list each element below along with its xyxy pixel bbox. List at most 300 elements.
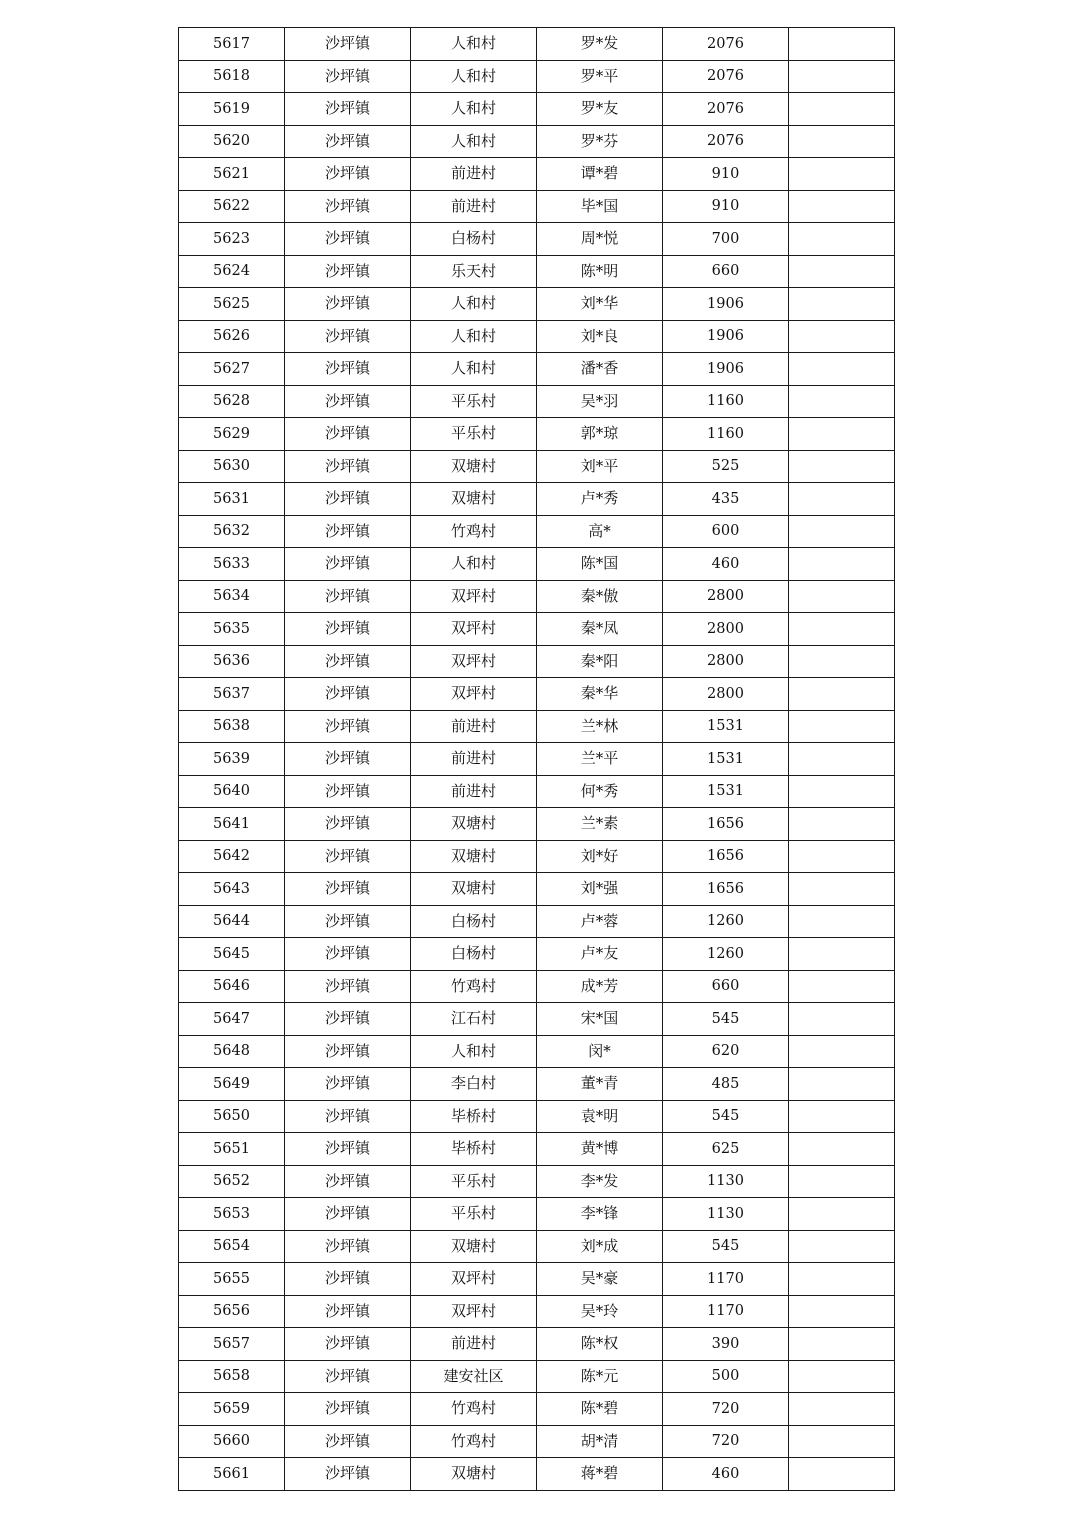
cell-amount: 485 [663,1068,789,1101]
cell-town: 沙坪镇 [285,580,411,613]
cell-amount: 1531 [663,743,789,776]
table-row [179,548,895,581]
table-row [179,450,895,483]
cell-amount: 460 [663,1458,789,1491]
cell-serial-number: 5655 [179,1263,285,1296]
cell-person-name: 袁*明 [537,1100,663,1133]
table-row [179,1230,895,1263]
cell-village: 毕桥村 [411,1133,537,1166]
cell-amount: 525 [663,450,789,483]
cell-town: 沙坪镇 [285,60,411,93]
cell-serial-number: 5649 [179,1068,285,1101]
cell-village: 双坪村 [411,613,537,646]
cell-amount: 1906 [663,353,789,386]
cell-note [789,905,895,938]
cell-village: 双坪村 [411,645,537,678]
cell-note [789,60,895,93]
cell-person-name: 陈*权 [537,1328,663,1361]
cell-person-name: 兰*林 [537,710,663,743]
cell-person-name: 董*青 [537,1068,663,1101]
cell-serial-number: 5626 [179,320,285,353]
records-table [178,27,895,1491]
cell-serial-number: 5651 [179,1133,285,1166]
cell-note [789,1263,895,1296]
cell-note [789,1295,895,1328]
cell-person-name: 兰*素 [537,808,663,841]
cell-town: 沙坪镇 [285,1100,411,1133]
cell-note [789,548,895,581]
cell-village: 前进村 [411,743,537,776]
cell-town: 沙坪镇 [285,678,411,711]
cell-note [789,450,895,483]
cell-person-name: 闵* [537,1035,663,1068]
cell-amount: 500 [663,1360,789,1393]
cell-village: 前进村 [411,190,537,223]
cell-town: 沙坪镇 [285,255,411,288]
cell-village: 双坪村 [411,1295,537,1328]
cell-person-name: 毕*国 [537,190,663,223]
cell-town: 沙坪镇 [285,1328,411,1361]
cell-person-name: 何*秀 [537,775,663,808]
cell-town: 沙坪镇 [285,938,411,971]
table-row [179,775,895,808]
table-row [179,28,895,61]
cell-serial-number: 5637 [179,678,285,711]
cell-amount: 1130 [663,1165,789,1198]
table-row [179,613,895,646]
cell-town: 沙坪镇 [285,1068,411,1101]
cell-village: 乐天村 [411,255,537,288]
cell-town: 沙坪镇 [285,1458,411,1491]
table-row [179,60,895,93]
cell-amount: 620 [663,1035,789,1068]
table-row [179,190,895,223]
cell-town: 沙坪镇 [285,710,411,743]
cell-person-name: 吴*豪 [537,1263,663,1296]
table-row [179,125,895,158]
cell-person-name: 刘*平 [537,450,663,483]
cell-note [789,1458,895,1491]
cell-person-name: 刘*好 [537,840,663,873]
table-row [179,1360,895,1393]
cell-town: 沙坪镇 [285,1393,411,1426]
cell-serial-number: 5642 [179,840,285,873]
cell-amount: 1170 [663,1295,789,1328]
cell-note [789,1165,895,1198]
cell-serial-number: 5625 [179,288,285,321]
table-row [179,1263,895,1296]
cell-person-name: 秦*傲 [537,580,663,613]
cell-person-name: 谭*碧 [537,158,663,191]
cell-person-name: 秦*华 [537,678,663,711]
cell-amount: 660 [663,970,789,1003]
table-row [179,353,895,386]
cell-amount: 910 [663,190,789,223]
cell-amount: 1531 [663,710,789,743]
cell-village: 平乐村 [411,418,537,451]
cell-serial-number: 5644 [179,905,285,938]
cell-person-name: 刘*华 [537,288,663,321]
cell-serial-number: 5627 [179,353,285,386]
cell-person-name: 高* [537,515,663,548]
cell-serial-number: 5657 [179,1328,285,1361]
cell-serial-number: 5620 [179,125,285,158]
table-row [179,1393,895,1426]
cell-serial-number: 5631 [179,483,285,516]
table-row [179,93,895,126]
cell-note [789,1100,895,1133]
cell-village: 双塘村 [411,840,537,873]
cell-person-name: 刘*成 [537,1230,663,1263]
cell-person-name: 兰*平 [537,743,663,776]
table-row [179,1035,895,1068]
table-row [179,288,895,321]
cell-village: 平乐村 [411,1165,537,1198]
cell-note [789,678,895,711]
table-row [179,385,895,418]
records-table-body [179,28,895,1491]
cell-town: 沙坪镇 [285,190,411,223]
cell-person-name: 刘*良 [537,320,663,353]
cell-amount: 1130 [663,1198,789,1231]
cell-village: 双塘村 [411,873,537,906]
table-row [179,938,895,971]
cell-amount: 2800 [663,678,789,711]
cell-town: 沙坪镇 [285,1165,411,1198]
cell-serial-number: 5640 [179,775,285,808]
cell-amount: 1656 [663,808,789,841]
cell-note [789,613,895,646]
cell-note [789,1230,895,1263]
cell-person-name: 罗*芬 [537,125,663,158]
cell-note [789,515,895,548]
cell-serial-number: 5623 [179,223,285,256]
cell-amount: 1260 [663,905,789,938]
table-row [179,158,895,191]
cell-village: 人和村 [411,28,537,61]
cell-note [789,158,895,191]
cell-serial-number: 5634 [179,580,285,613]
cell-village: 双塘村 [411,450,537,483]
cell-note [789,255,895,288]
cell-village: 人和村 [411,93,537,126]
cell-serial-number: 5641 [179,808,285,841]
cell-village: 前进村 [411,710,537,743]
cell-town: 沙坪镇 [285,93,411,126]
cell-note [789,645,895,678]
table-row [179,645,895,678]
cell-serial-number: 5636 [179,645,285,678]
cell-person-name: 郭*琼 [537,418,663,451]
cell-village: 建安社区 [411,1360,537,1393]
cell-person-name: 秦*阳 [537,645,663,678]
cell-amount: 1656 [663,873,789,906]
cell-town: 沙坪镇 [285,808,411,841]
table-row [179,678,895,711]
cell-amount: 2076 [663,125,789,158]
cell-village: 双塘村 [411,808,537,841]
cell-note [789,1328,895,1361]
cell-town: 沙坪镇 [285,905,411,938]
cell-amount: 1906 [663,288,789,321]
table-row [179,483,895,516]
cell-village: 平乐村 [411,385,537,418]
cell-amount: 2076 [663,28,789,61]
cell-person-name: 陈*元 [537,1360,663,1393]
cell-note [789,288,895,321]
cell-village: 双塘村 [411,1230,537,1263]
cell-amount: 1260 [663,938,789,971]
cell-village: 白杨村 [411,938,537,971]
cell-note [789,190,895,223]
cell-note [789,93,895,126]
table-row [179,710,895,743]
cell-town: 沙坪镇 [285,320,411,353]
cell-note [789,28,895,61]
cell-village: 人和村 [411,125,537,158]
cell-town: 沙坪镇 [285,1198,411,1231]
cell-village: 平乐村 [411,1198,537,1231]
cell-amount: 435 [663,483,789,516]
cell-person-name: 刘*强 [537,873,663,906]
table-row [179,970,895,1003]
table-row [179,1100,895,1133]
cell-village: 人和村 [411,1035,537,1068]
cell-note [789,1198,895,1231]
cell-village: 人和村 [411,320,537,353]
cell-village: 人和村 [411,60,537,93]
cell-town: 沙坪镇 [285,645,411,678]
cell-amount: 390 [663,1328,789,1361]
table-row [179,840,895,873]
cell-note [789,483,895,516]
table-row [179,1295,895,1328]
cell-amount: 460 [663,548,789,581]
cell-note [789,1393,895,1426]
cell-amount: 700 [663,223,789,256]
cell-serial-number: 5619 [179,93,285,126]
cell-serial-number: 5659 [179,1393,285,1426]
cell-person-name: 宋*国 [537,1003,663,1036]
cell-serial-number: 5643 [179,873,285,906]
cell-town: 沙坪镇 [285,1425,411,1458]
cell-serial-number: 5618 [179,60,285,93]
table-row [179,873,895,906]
cell-town: 沙坪镇 [285,743,411,776]
cell-village: 双坪村 [411,580,537,613]
cell-person-name: 卢*蓉 [537,905,663,938]
cell-village: 竹鸡村 [411,970,537,1003]
cell-village: 双坪村 [411,678,537,711]
table-row [179,905,895,938]
cell-serial-number: 5646 [179,970,285,1003]
cell-serial-number: 5650 [179,1100,285,1133]
table-row [179,1165,895,1198]
cell-amount: 660 [663,255,789,288]
table-row [179,1068,895,1101]
cell-serial-number: 5617 [179,28,285,61]
table-row [179,1458,895,1491]
cell-amount: 1906 [663,320,789,353]
cell-serial-number: 5622 [179,190,285,223]
cell-amount: 545 [663,1230,789,1263]
cell-village: 竹鸡村 [411,1393,537,1426]
cell-serial-number: 5633 [179,548,285,581]
cell-village: 江石村 [411,1003,537,1036]
cell-town: 沙坪镇 [285,288,411,321]
cell-serial-number: 5635 [179,613,285,646]
cell-note [789,353,895,386]
cell-serial-number: 5654 [179,1230,285,1263]
cell-amount: 1160 [663,418,789,451]
cell-serial-number: 5658 [179,1360,285,1393]
cell-amount: 720 [663,1425,789,1458]
cell-amount: 600 [663,515,789,548]
cell-note [789,873,895,906]
cell-note [789,808,895,841]
cell-village: 前进村 [411,775,537,808]
cell-town: 沙坪镇 [285,28,411,61]
cell-serial-number: 5661 [179,1458,285,1491]
cell-serial-number: 5638 [179,710,285,743]
cell-amount: 1170 [663,1263,789,1296]
cell-town: 沙坪镇 [285,1263,411,1296]
cell-town: 沙坪镇 [285,970,411,1003]
cell-village: 人和村 [411,548,537,581]
cell-village: 前进村 [411,158,537,191]
cell-amount: 545 [663,1003,789,1036]
cell-person-name: 李*锋 [537,1198,663,1231]
cell-serial-number: 5648 [179,1035,285,1068]
cell-amount: 2800 [663,645,789,678]
table-row [179,515,895,548]
table-row [179,1003,895,1036]
cell-town: 沙坪镇 [285,450,411,483]
cell-note [789,1133,895,1166]
cell-person-name: 周*悦 [537,223,663,256]
cell-town: 沙坪镇 [285,515,411,548]
cell-town: 沙坪镇 [285,223,411,256]
table-row [179,1198,895,1231]
cell-note [789,1360,895,1393]
cell-serial-number: 5653 [179,1198,285,1231]
table-row [179,1328,895,1361]
cell-person-name: 胡*清 [537,1425,663,1458]
cell-village: 李白村 [411,1068,537,1101]
cell-note [789,125,895,158]
cell-village: 人和村 [411,288,537,321]
cell-village: 白杨村 [411,905,537,938]
cell-amount: 1656 [663,840,789,873]
cell-amount: 1160 [663,385,789,418]
cell-note [789,775,895,808]
cell-serial-number: 5656 [179,1295,285,1328]
cell-town: 沙坪镇 [285,1295,411,1328]
cell-note [789,743,895,776]
cell-note [789,1425,895,1458]
cell-note [789,418,895,451]
cell-person-name: 卢*秀 [537,483,663,516]
cell-amount: 2800 [663,580,789,613]
cell-person-name: 黄*博 [537,1133,663,1166]
cell-amount: 2076 [663,93,789,126]
cell-serial-number: 5629 [179,418,285,451]
cell-town: 沙坪镇 [285,873,411,906]
table-row [179,743,895,776]
cell-village: 毕桥村 [411,1100,537,1133]
cell-person-name: 罗*平 [537,60,663,93]
cell-person-name: 李*发 [537,1165,663,1198]
cell-person-name: 罗*发 [537,28,663,61]
cell-town: 沙坪镇 [285,1003,411,1036]
cell-note [789,970,895,1003]
table-row [179,808,895,841]
cell-note [789,1068,895,1101]
table-row [179,1425,895,1458]
cell-person-name: 潘*香 [537,353,663,386]
cell-serial-number: 5639 [179,743,285,776]
cell-person-name: 秦*凤 [537,613,663,646]
cell-note [789,223,895,256]
cell-town: 沙坪镇 [285,1230,411,1263]
cell-town: 沙坪镇 [285,1360,411,1393]
cell-note [789,320,895,353]
cell-amount: 2800 [663,613,789,646]
table-row [179,223,895,256]
cell-person-name: 蒋*碧 [537,1458,663,1491]
cell-person-name: 陈*明 [537,255,663,288]
cell-serial-number: 5628 [179,385,285,418]
cell-person-name: 吴*玲 [537,1295,663,1328]
table-row [179,255,895,288]
cell-amount: 545 [663,1100,789,1133]
cell-note [789,710,895,743]
cell-note [789,1035,895,1068]
cell-serial-number: 5645 [179,938,285,971]
cell-person-name: 罗*友 [537,93,663,126]
cell-town: 沙坪镇 [285,418,411,451]
cell-village: 竹鸡村 [411,515,537,548]
cell-village: 双塘村 [411,483,537,516]
table-row [179,580,895,613]
cell-serial-number: 5621 [179,158,285,191]
cell-town: 沙坪镇 [285,125,411,158]
cell-amount: 1531 [663,775,789,808]
cell-town: 沙坪镇 [285,548,411,581]
cell-person-name: 卢*友 [537,938,663,971]
cell-town: 沙坪镇 [285,158,411,191]
cell-town: 沙坪镇 [285,385,411,418]
cell-town: 沙坪镇 [285,1133,411,1166]
cell-town: 沙坪镇 [285,1035,411,1068]
cell-note [789,580,895,613]
cell-town: 沙坪镇 [285,840,411,873]
cell-amount: 720 [663,1393,789,1426]
cell-person-name: 陈*碧 [537,1393,663,1426]
cell-village: 竹鸡村 [411,1425,537,1458]
cell-town: 沙坪镇 [285,775,411,808]
table-row [179,320,895,353]
cell-town: 沙坪镇 [285,483,411,516]
table-row [179,418,895,451]
cell-note [789,1003,895,1036]
cell-person-name: 成*芳 [537,970,663,1003]
cell-serial-number: 5660 [179,1425,285,1458]
cell-note [789,840,895,873]
cell-person-name: 吴*羽 [537,385,663,418]
cell-village: 前进村 [411,1328,537,1361]
cell-serial-number: 5630 [179,450,285,483]
